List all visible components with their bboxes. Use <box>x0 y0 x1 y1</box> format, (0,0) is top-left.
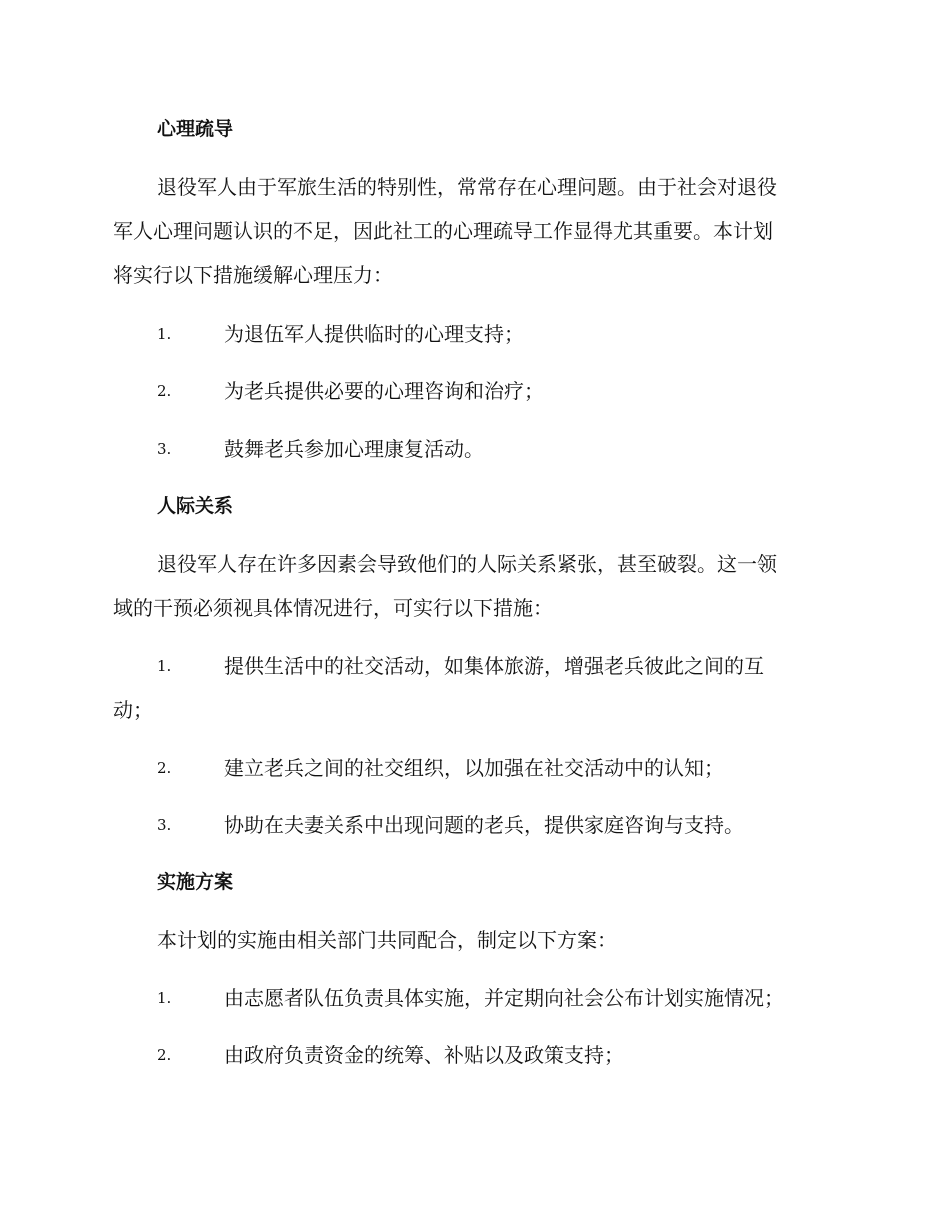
paragraph-line: 本计划的实施由相关部门共同配合，制定以下方案： <box>157 928 617 952</box>
list-item-text: 为退伍军人提供临时的心理支持； <box>224 322 524 346</box>
list-item-number: 2. <box>157 382 172 400</box>
list-item-text: 提供生活中的社交活动，如集体旅游，增强老兵彼此之间的互 <box>224 654 764 678</box>
list-item-text: 建立老兵之间的社交组织，以加强在社交活动中的认知； <box>224 756 724 780</box>
section-heading-psychological-counseling: 心理疏导 <box>157 118 234 140</box>
list-item-text: 协助在夫妻关系中出现问题的老兵，提供家庭咨询与支持。 <box>224 813 744 837</box>
list-item-text: 由志愿者队伍负责具体实施，并定期向社会公布计划实施情况； <box>224 986 784 1010</box>
list-item-text: 鼓舞老兵参加心理康复活动。 <box>224 437 484 461</box>
paragraph-line: 将实行以下措施缓解心理压力： <box>113 263 393 287</box>
list-item-number: 2. <box>157 759 172 777</box>
list-item-number: 1. <box>157 989 172 1007</box>
list-item-number: 1. <box>157 325 172 343</box>
list-item-text: 为老兵提供必要的心理咨询和治疗； <box>224 379 544 403</box>
section-heading-implementation-plan: 实施方案 <box>157 871 234 893</box>
list-item-continuation: 动； <box>113 698 153 722</box>
list-item-number: 3. <box>157 440 172 458</box>
paragraph-line: 域的干预必须视具体情况进行，可实行以下措施： <box>113 596 553 620</box>
paragraph-line: 军人心理问题认识的不足，因此社工的心理疏导工作显得尤其重要。本计划 <box>113 219 773 243</box>
list-item-text: 由政府负责资金的统筹、补贴以及政策支持； <box>224 1043 624 1067</box>
paragraph-line: 退役军人由于军旅生活的特别性，常常存在心理问题。由于社会对退役 <box>157 175 777 199</box>
list-item-number: 1. <box>157 657 172 675</box>
section-heading-interpersonal-relations: 人际关系 <box>157 495 234 517</box>
list-item-number: 2. <box>157 1046 172 1064</box>
paragraph-line: 退役军人存在许多因素会导致他们的人际关系紧张，甚至破裂。这一领 <box>157 552 777 576</box>
list-item-number: 3. <box>157 816 172 834</box>
